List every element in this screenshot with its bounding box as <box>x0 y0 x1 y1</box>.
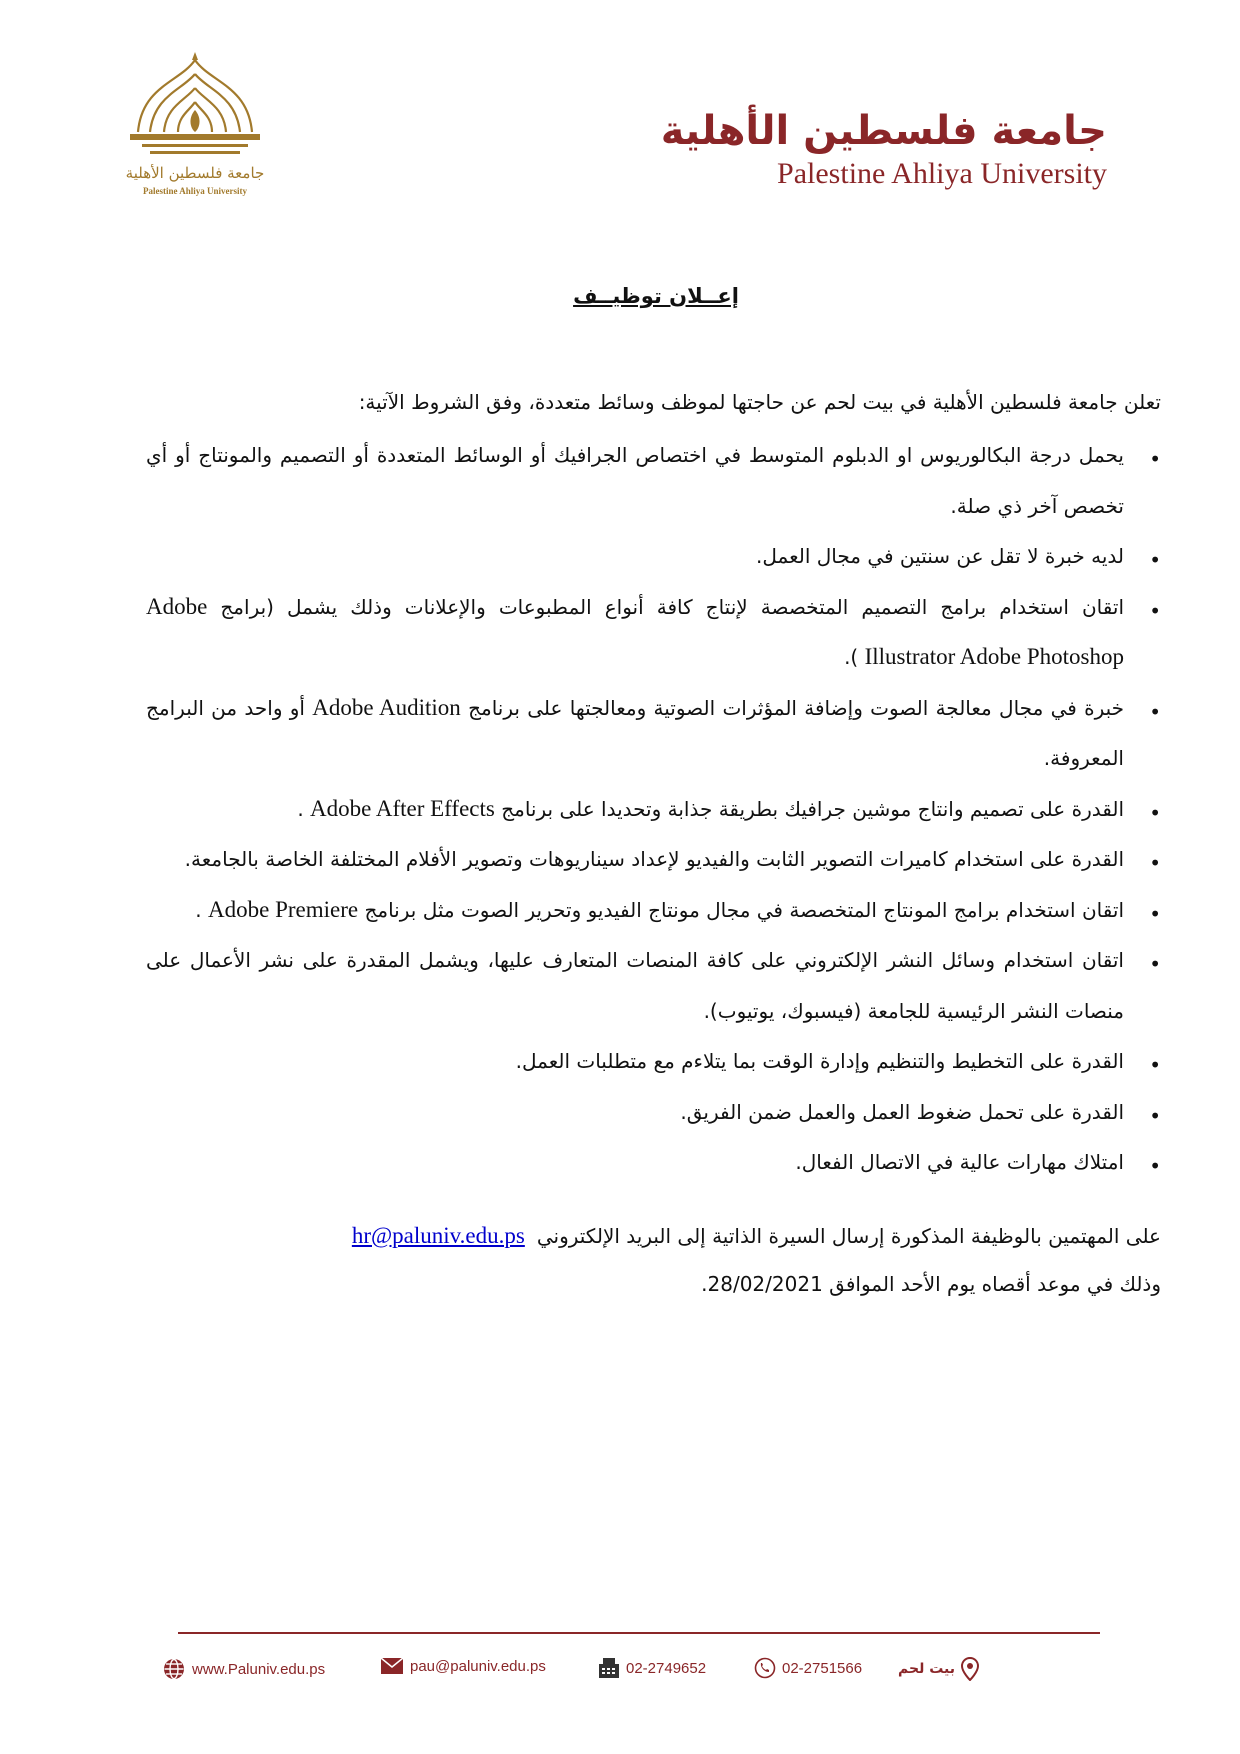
footer-divider <box>178 1632 1100 1634</box>
page-title: إعــلان توظيــف <box>573 284 739 308</box>
announcement-body <box>146 378 1161 1308</box>
footer-location-text: بيت لحم <box>898 1661 955 1677</box>
requirement-item <box>146 935 1124 1036</box>
requirement-item <box>146 683 1124 784</box>
footer-phone-text: 02-2751566 <box>782 1659 863 1677</box>
requirement-text: القدرة على التخطيط والتنظيم وإدارة الوقت بما يتلاءم مع متطلبات العمل. <box>515 1049 1124 1073</box>
software-name: Adobe Illustrator Adobe Photoshop <box>146 593 1124 669</box>
fax-icon <box>598 1657 620 1679</box>
apply-text: على المهتمين بالوظيفة المذكورة إرسال السيرة الذاتية إلى البريد الإلكتروني <box>536 1223 1161 1248</box>
footer-email[interactable] <box>380 1657 546 1675</box>
logo-text-ar: جامعة فلسطين الأهلية <box>125 164 265 182</box>
requirement-text: اتقان استخدام وسائل النشر الإلكتروني على كافة المنصات المتعارف عليها، ويشمل المقدرة على نشر الأعمال على منصات النشر الرئيسية للجامعة (فيسبوك، يوتيوب). <box>146 948 1124 1023</box>
requirement-item <box>146 784 1124 835</box>
software-name: Adobe Premiere <box>208 896 359 922</box>
software-name: Adobe Audition <box>312 694 461 720</box>
university-name-en: Palestine Ahliya University <box>777 157 1107 190</box>
requirement-item <box>146 531 1124 582</box>
requirements-list <box>146 430 1161 1188</box>
requirement-text: امتلاك مهارات عالية في الاتصال الفعال. <box>795 1150 1124 1174</box>
globe-icon <box>162 1657 186 1681</box>
footer-fax <box>598 1657 706 1679</box>
requirement-text: القدرة على تصميم وانتاج موشين جرافيك بطريقة جذابة وتحديدا على برنامج <box>501 796 1124 821</box>
university-name-ar: جامعة فلسطين الأهلية <box>660 108 1107 154</box>
requirement-item <box>146 834 1124 885</box>
hr-email-link[interactable]: hr@paluniv.edu.ps <box>351 1222 525 1248</box>
requirement-tail: أو واحد من البرامج المعروفة. <box>146 695 1124 770</box>
envelope-icon <box>380 1657 404 1675</box>
footer-website-text: www.Paluniv.edu.ps <box>192 1660 326 1678</box>
logo-text-en: Palestine Ahliya University <box>143 186 247 196</box>
apply-paragraph <box>146 1212 1161 1308</box>
deadline-text: وذلك في موعد أقصاه يوم الأحد الموافق 28/02/2021. <box>701 1271 1161 1296</box>
intro-paragraph: تعلن جامعة فلسطين الأهلية في بيت لحم عن حاجتها لموظف وسائط متعددة، وفق الشروط الآتية: <box>358 390 1161 414</box>
requirement-item <box>146 1087 1124 1138</box>
phone-icon <box>754 1657 776 1679</box>
requirement-tail: . <box>195 897 202 922</box>
requirement-text: خبرة في مجال معالجة الصوت وإضافة المؤثرات الصوتية ومعالجتها على برنامج <box>468 695 1125 720</box>
requirement-item <box>146 430 1124 531</box>
footer-email-text: pau@paluniv.edu.ps <box>410 1657 546 1675</box>
footer-fax-text: 02-2749652 <box>626 1659 707 1677</box>
requirement-item <box>146 1137 1124 1188</box>
footer-location <box>898 1657 979 1681</box>
requirement-item <box>146 1036 1124 1087</box>
requirement-text: اتقان استخدام برامج المونتاج المتخصصة في مجال مونتاج الفيديو وتحرير الصوت مثل برنامج <box>364 897 1124 922</box>
footer-phone <box>754 1657 862 1679</box>
requirement-item <box>146 582 1124 683</box>
requirement-text: اتقان استخدام برامج التصميم المتخصصة لإنتاج كافة أنواع المطبوعات والإعلانات وذلك يشمل (برامج <box>220 594 1124 619</box>
dome-logo-icon <box>120 52 270 164</box>
university-logo <box>120 52 270 200</box>
footer-website[interactable] <box>162 1657 325 1681</box>
requirement-text: القدرة على استخدام كاميرات التصوير الثابت والفيديو لإعداد سيناريوهات وتصوير الأفلام المختلفة الخاصة بالجامعة. <box>184 847 1124 871</box>
requirement-tail: ). <box>844 645 859 669</box>
requirement-text: القدرة على تحمل ضغوط العمل والعمل ضمن الفريق. <box>680 1099 1124 1124</box>
requirement-item <box>146 885 1124 936</box>
location-pin-icon <box>961 1657 979 1681</box>
software-name: Adobe After Effects <box>310 795 495 821</box>
requirement-text: يحمل درجة البكالوريوس او الدبلوم المتوسط في اختصاص الجرافيك أو الوسائط المتعددة أو التصميم والمونتاج أو أي تخصص آخر ذي صلة. <box>146 443 1124 518</box>
requirement-text: لديه خبرة لا تقل عن سنتين في مجال العمل. <box>756 544 1124 568</box>
requirement-tail: . <box>297 796 304 821</box>
